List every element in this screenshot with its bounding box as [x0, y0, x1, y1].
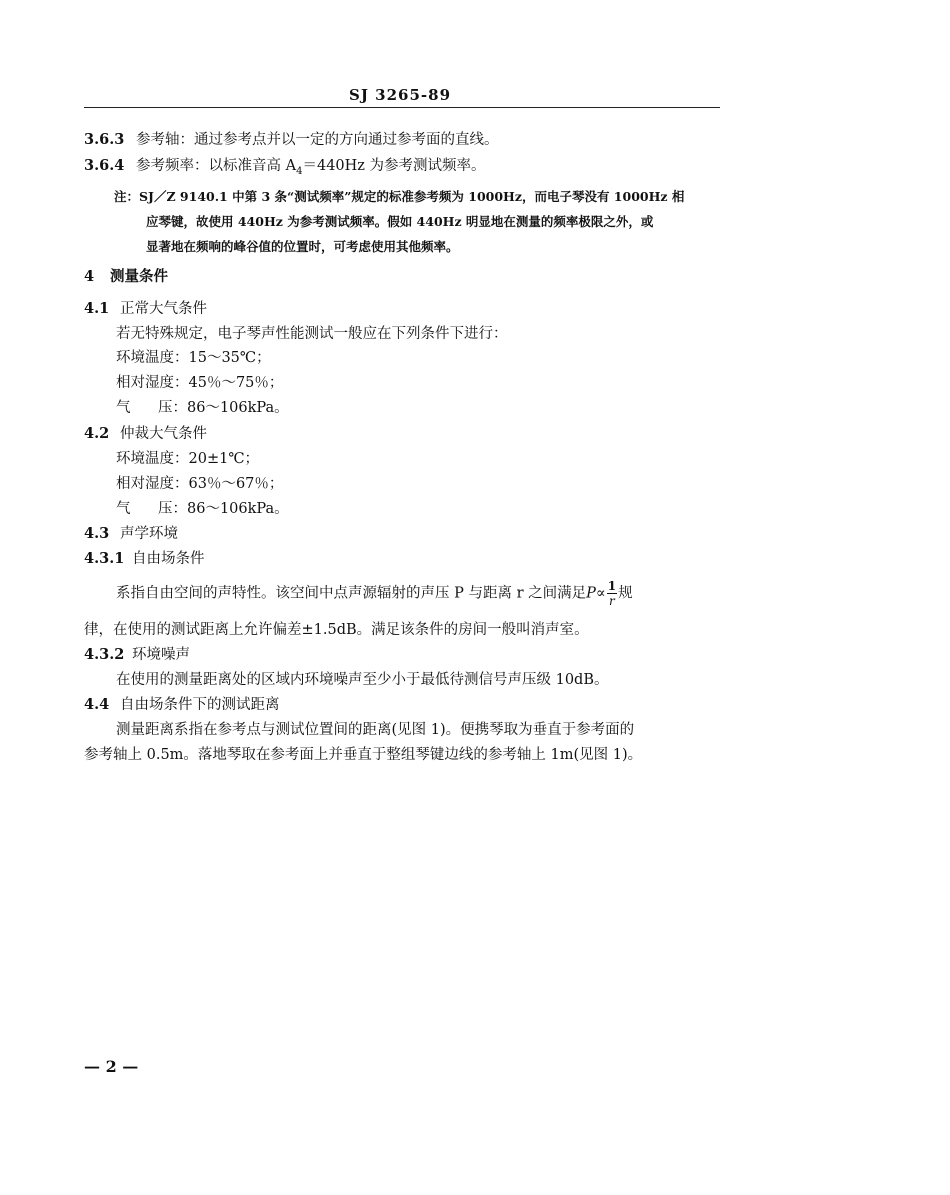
- section-4-3-1-line-2: 律，在使用的测试距离上允许偏差±1.5dB。满足该条件的房间一般叫消声室。: [84, 622, 589, 638]
- note-line-2: 应琴键，故使用 440Hz 为参考测试频率。假如 440Hz 明显地在测量的频率极限之外，或: [146, 214, 654, 229]
- section-4-1-humidity: 相对湿度：45％～75％；: [116, 375, 284, 391]
- section-4-3-heading: [84, 527, 178, 542]
- section-number: 4.3.2: [84, 646, 125, 663]
- section-4-2-pressure: [116, 502, 289, 517]
- section-4-1-temp: 环境温度：15～35℃；: [116, 350, 271, 366]
- formula-p: P∝: [586, 585, 606, 602]
- section-3-6-3: [84, 133, 499, 148]
- line-text-post: 规: [618, 585, 633, 602]
- note-line-1: 注：SJ／Z 9140.1 中第 3 条“测试频率”规定的标准参考频为 1000Hz，而电子琴没有 1000Hz 相: [114, 189, 685, 204]
- section-text: 参考轴：通过参考点并以一定的方向通过参考面的直线。: [136, 132, 499, 148]
- section-4-heading: [84, 270, 168, 285]
- section-4-2-humidity: 相对湿度：63％～67％；: [116, 476, 284, 492]
- section-title: 声学环境: [120, 526, 178, 542]
- section-4-3-1-heading: [84, 552, 205, 567]
- section-title: 测量条件: [110, 268, 168, 285]
- section-4-2-temp: 环境温度：20±1℃；: [116, 451, 260, 467]
- section-number: 4.3.1: [84, 550, 125, 567]
- section-number: 4.2: [84, 425, 110, 442]
- section-4-1-heading: [84, 302, 207, 317]
- section-4-3-2-heading: [84, 648, 190, 663]
- section-number: 4.4: [84, 696, 110, 713]
- section-number: 4: [84, 268, 95, 285]
- section-number: 3.6.4: [84, 157, 125, 174]
- page-header: SJ 3265-89: [349, 86, 451, 104]
- section-4-1-pressure: [116, 401, 289, 416]
- section-4-3-2-text: 在使用的测量距离处的区域内环境噪声至少小于最低待测信号声压级 10dB。: [116, 672, 609, 688]
- pressure-label-a: 气: [116, 400, 131, 416]
- section-4-3-1-line-1: [116, 580, 633, 607]
- section-4-1-intro: 若无特殊规定，电子琴声性能测试一般应在下列条件下进行：: [116, 326, 508, 342]
- pressure-label-b: 压：86～106kPa。: [158, 400, 289, 416]
- section-title: 环境噪声: [132, 647, 190, 663]
- section-number: 3.6.3: [84, 131, 125, 148]
- section-text-post: ＝440Hz 为参考测试频率。: [302, 158, 486, 174]
- section-number: 4.3: [84, 525, 110, 542]
- pressure-label-a: 气: [116, 501, 131, 517]
- section-text-pre: 参考频率：以标准音高 A: [136, 158, 297, 174]
- section-number: 4.1: [84, 300, 110, 317]
- section-4-4-line-2: 参考轴上 0.5m。落地琴取在参考面上并垂直于整组琴键边线的参考轴上 1m(见图 1)。: [84, 747, 643, 763]
- section-title: 仲裁大气条件: [120, 426, 207, 442]
- subscript: 4: [296, 165, 303, 177]
- fraction-denominator: r: [609, 594, 615, 608]
- page-number: — 2 —: [84, 1057, 139, 1076]
- note-line-3: 显著地在频响的峰谷值的位置时，可考虑使用其他频率。: [146, 239, 459, 254]
- section-title: 自由场条件下的测试距离: [120, 697, 280, 713]
- section-title: 正常大气条件: [120, 301, 207, 317]
- header-rule: [84, 107, 720, 108]
- pressure-label-b: 压：86～106kPa。: [158, 501, 289, 517]
- formula-fraction: [607, 580, 617, 607]
- fraction-numerator: 1: [607, 579, 617, 593]
- line-text-pre: 系指自由空间的声特性。该空间中点声源辐射的声压 P 与距离 r 之间满足: [116, 585, 587, 602]
- section-4-4-line-1: 测量距离系指在参考点与测试位置间的距离(见图 1)。便携琴取为垂直于参考面的: [116, 722, 635, 738]
- section-4-2-heading: [84, 427, 207, 442]
- section-title: 自由场条件: [132, 551, 205, 567]
- section-4-4-heading: [84, 698, 280, 713]
- section-3-6-4: [84, 159, 486, 177]
